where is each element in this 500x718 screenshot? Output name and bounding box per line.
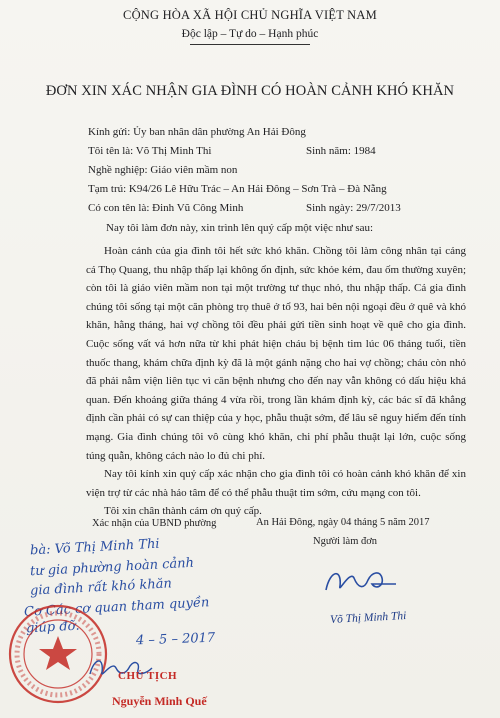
motto-underline: [190, 44, 310, 45]
birth-year: Sinh năm: 1984: [306, 145, 376, 157]
applicant-printed-name: Võ Thị Minh Thi: [329, 610, 407, 626]
applicant-role: Người làm đơn: [313, 536, 378, 547]
handwritten-line-5: giúp đỡ.: [25, 618, 80, 637]
thanks-paragraph: Tôi xin chân thành cám ơn quý cấp.: [104, 505, 262, 518]
handwritten-date: 4 – 5 – 2017: [135, 630, 216, 649]
chairman-title: CHỦ TỊCH: [118, 670, 178, 682]
handwritten-line-1: bà: Võ Thị Minh Thi: [29, 536, 160, 559]
job-line: Nghề nghiệp: Giáo viên mầm non: [88, 164, 238, 176]
situation-paragraph: Hoàn cảnh của gia đình tôi hết sức khó khăn. Chồng tôi làm công nhân tại cảng cá Thọ Quang, thu nhập thấp lại không ổn định, sức khỏe kém, đau ốm thường xuyên; còn tôi là giáo viên mầm non tại một trường tư thục nhỏ, thu nhập thấp. Cả gia đình chúng tôi sống tại một căn phòng trọ thuê ở tổ 93, hai bên nội ngoại đều ở quê và khó khăn, hằng tháng, hai vợ chồng tôi đều phải gửi tiền sinh hoạt về quê cho gia đình. Cuộc sống vất vả hơn nữa từ khi phát hiện cháu bị bệnh tim lúc 06 tháng tuổi, tiền thuốc thang, khám chữa định kỳ đã là một gánh nặng cho hai vợ chồng; cháu còn nhỏ đã phải nằm viện liên tục vì căn bệnh nhưng cho đến nay vẫn không có dấu hiệu khả quan. Đến khoảng giữa tháng 4 vừa rồi, trong lần khám định kỳ, các bác sĩ đã khẳng định cần phải có sự can thiệp của y học, phẫu thuật sớm, để lâu sẽ nguy hiểm đến tính mạng. Gia đình chúng tôi vô cùng khó khăn, chi phí phẫu thuật lại lớn, cuộc sống túng quẫn, không cách nào lo đủ chi phí.: [86, 245, 466, 462]
request-paragraph: Nay tôi kính xin quý cấp xác nhận cho gia đình tôi có hoàn cảnh khó khăn để xin viện trợ từ các nhà hảo tâm để có thể phẫu thuật tim sớm, cứu mạng con tôi.: [86, 468, 466, 499]
recipient-line: Kính gửi: Ủy ban nhân dân phường An Hải Đông: [88, 126, 306, 138]
national-heading: CỘNG HÒA XÃ HỘI CHỦ NGHĨA VIỆT NAM: [123, 8, 377, 22]
body-text: [86, 242, 466, 521]
request-intro: Nay tôi làm đơn này, xin trình lên quý cấp một việc như sau:: [106, 222, 374, 234]
ward-confirmation-heading: Xác nhận của UBND phường: [92, 518, 217, 529]
document-title: ĐƠN XIN XÁC NHẬN GIA ĐÌNH CÓ HOÀN CẢNH KHÓ KHĂN: [45, 83, 455, 99]
motto: Độc lập – Tự do – Hạnh phúc: [181, 28, 319, 40]
handwritten-line-2: tư gia phường hoàn cảnh: [29, 555, 195, 580]
handwritten-line-3: gia đình rất khó khăn: [29, 576, 173, 599]
applicant-signature: [320, 560, 400, 600]
address-line: Tạm trú: K94/26 Lê Hữu Trác – An Hải Đông – Sơn Trà – Đà Nẵng: [88, 183, 387, 195]
child-line: Có con tên là: Đinh Vũ Công Minh: [88, 202, 244, 214]
date-line: An Hải Đông, ngày 04 tháng 5 năm 2017: [256, 517, 430, 528]
handwritten-line-4: Cơ Các cơ quan tham quyền: [23, 595, 210, 620]
chairman-name: Nguyễn Minh Quế: [112, 694, 207, 708]
child-dob: Sinh ngày: 29/7/2013: [306, 202, 401, 214]
name-line: Tôi tên là: Võ Thị Minh Thi: [88, 145, 212, 157]
